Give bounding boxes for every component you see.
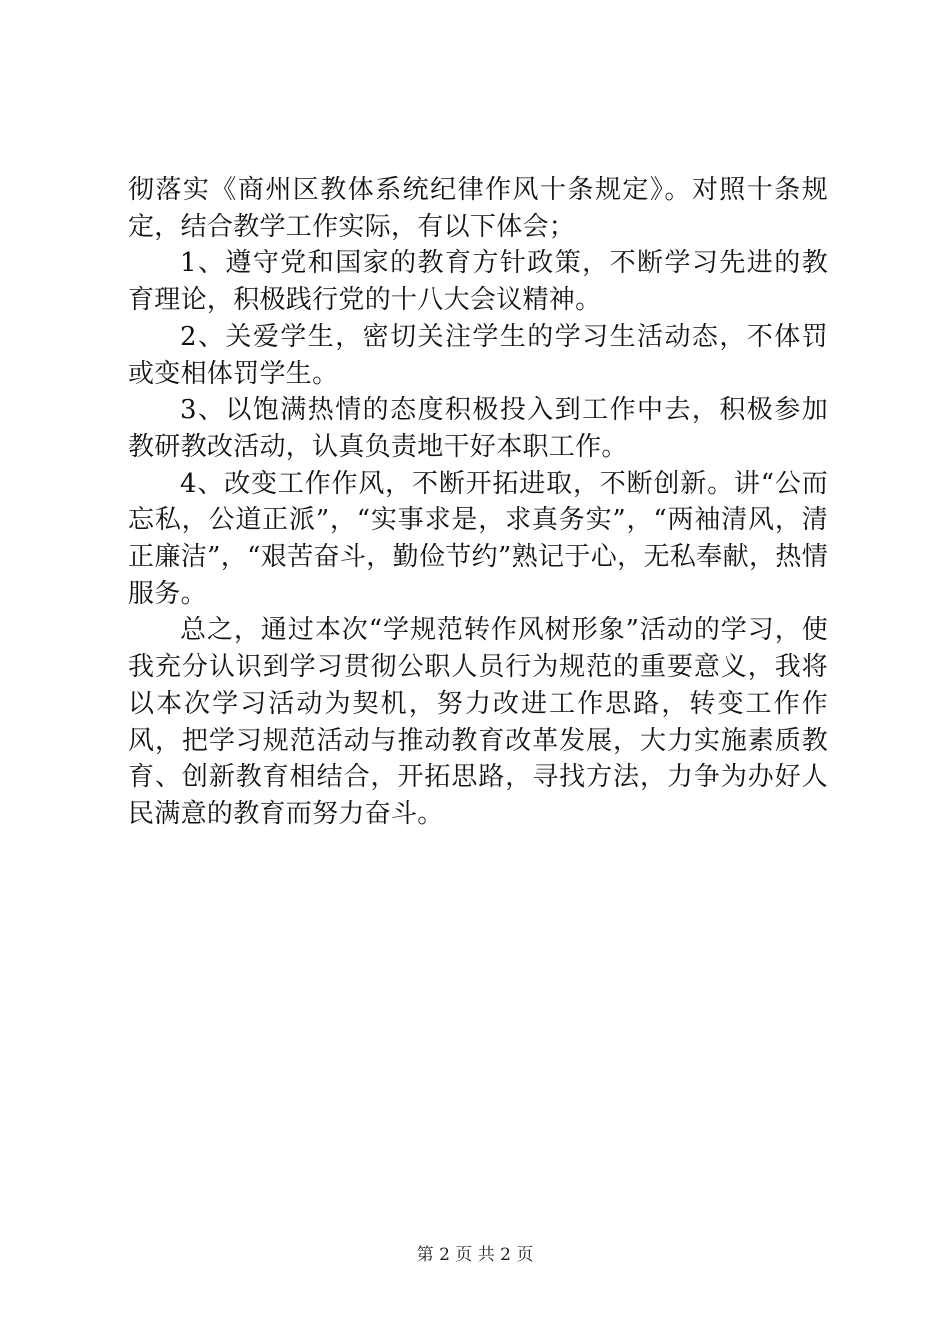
paragraph-item-3: 3、以饱满热情的态度积极投入到工作中去，积极参加教研教改活动，认真负责地干好本职工作。 xyxy=(128,395,828,462)
paragraph-item-2: 2、关爱学生，密切关注学生的学习生活动态，不体罚或变相体罚学生。 xyxy=(128,321,828,389)
paragraph-conclusion: 总之，通过本次“学规范转作风树形象”活动的学习，使我充分认识到学习贯彻公职人员行为规范的重要意义，我将以本次学习活动为契机，努力改进工作思路，转变工作作风，把学习规范活动与推动教育改革发展，大力实施素质教育、创新教育相结合，开拓思路，寻找方法，力争为办好人民满意的教育而努力奋斗。 xyxy=(128,615,828,829)
paragraph-item-4: 4、改变工作作风，不断开拓进取，不断创新。讲“公而忘私，公道正派”，“实事求是，求真务实”，“两袖清风，清正廉洁”，“艰苦奋斗，勤俭节约”熟记于心，无私奉献，热情服务。 xyxy=(128,468,828,609)
page-number-footer: 第 2 页 共 2 页 xyxy=(416,1245,534,1265)
paragraph-intro: 彻落实《商州区教体系统纪律作风十条规定》。对照十条规定，结合教学工作实际，有以下体会； xyxy=(128,175,828,242)
paragraph-item-1: 1、遵守党和国家的教育方针政策，不断学习先进的教育理论，积极践行党的十八大会议精神。 xyxy=(128,248,828,316)
document-body xyxy=(128,172,828,833)
